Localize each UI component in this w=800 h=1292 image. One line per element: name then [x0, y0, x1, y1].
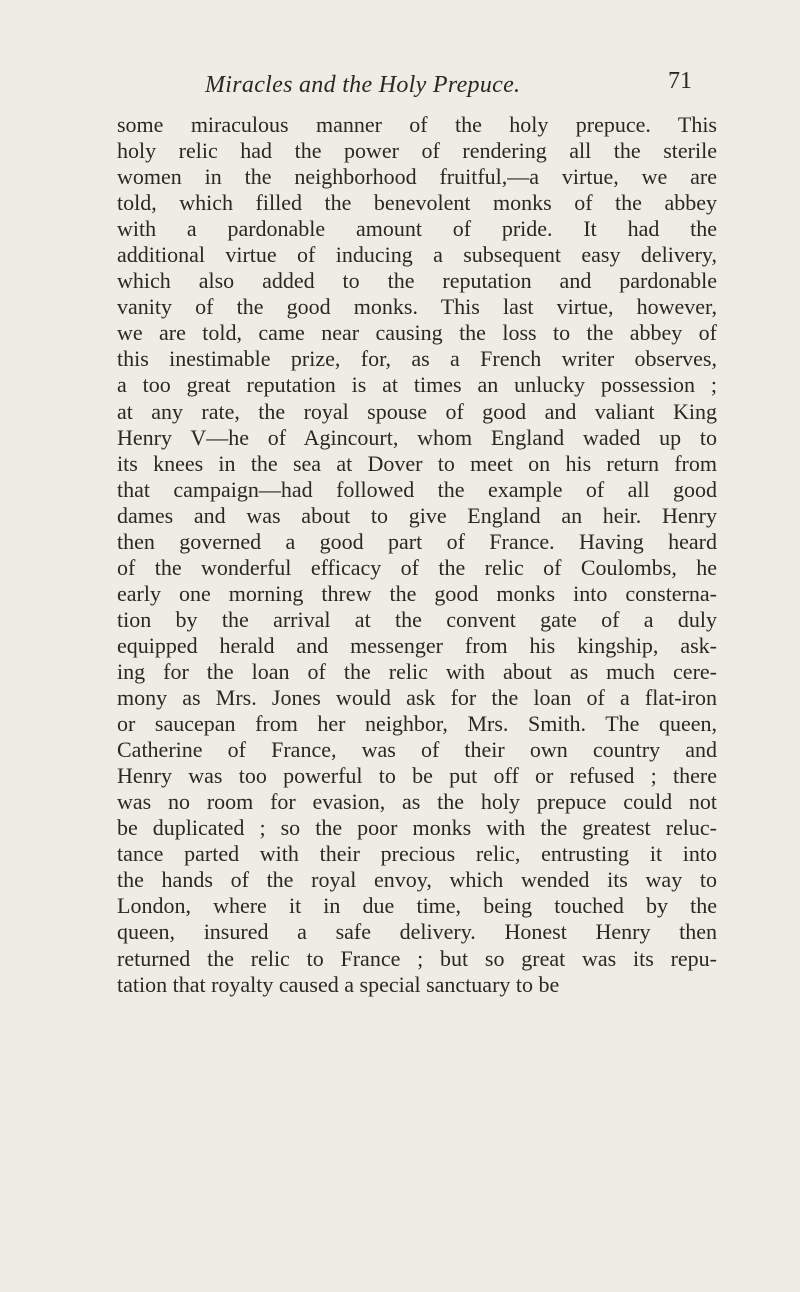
text-line: dames and was about to give England an heir. Henry [117, 502, 717, 528]
text-line: Henry was too powerful to be put off or refused ; there [117, 763, 717, 789]
text-line: additional virtue of inducing a subsequent easy delivery, [117, 242, 717, 268]
running-title: Miracles and the Holy Prepuce. [205, 72, 521, 98]
text-line: returned the relic to France ; but so great was its repu- [117, 945, 717, 971]
text-line: tion by the arrival at the convent gate of a duly [117, 606, 717, 632]
text-line: or saucepan from her neighbor, Mrs. Smith. The queen, [117, 711, 717, 737]
text-line: the hands of the royal envoy, which wended its way to [117, 867, 717, 893]
text-line: some miraculous manner of the holy prepuce. This [117, 112, 717, 137]
text-line: tation that royalty caused a special sanctuary to be [117, 971, 560, 997]
text-line: was no room for evasion, as the holy prepuce could not [117, 789, 717, 815]
text-line: we are told, came near causing the loss to the abbey of [117, 320, 717, 346]
text-line: Catherine of France, was of their own country and [117, 737, 717, 763]
text-line: ing for the loan of the relic with about as much cere- [117, 658, 717, 684]
text-line: this inestimable prize, for, as a French writer observes, [117, 346, 717, 372]
text-line: equipped herald and messenger from his kingship, ask- [117, 632, 717, 658]
text-line: London, where it in due time, being touched by the [117, 893, 717, 919]
text-line: early one morning threw the good monks into consterna- [117, 580, 717, 606]
text-line: queen, insured a safe delivery. Honest Henry then [117, 919, 717, 945]
text-line: that campaign—had followed the example of all good [117, 476, 717, 502]
page-number: 71 [668, 68, 692, 94]
text-line: holy relic had the power of rendering all the sterile [117, 138, 717, 164]
text-line: at any rate, the royal spouse of good and valiant King [117, 398, 717, 424]
text-line: Henry V—he of Agincourt, whom England waded up to [117, 424, 717, 450]
text-line: tance parted with their precious relic, entrusting it into [117, 841, 717, 867]
text-line: with a pardonable amount of pride. It had the [117, 216, 717, 242]
text-line: of the wonderful efficacy of the relic of Coulombs, he [117, 554, 717, 580]
text-line: women in the neighborhood fruitful,—a virtue, we are [117, 164, 717, 190]
text-line: which also added to the reputation and pardonable [117, 268, 717, 294]
text-line: mony as Mrs. Jones would ask for the loan of a flat-iron [117, 685, 717, 711]
text-line: be duplicated ; so the poor monks with the greatest reluc- [117, 815, 717, 841]
text-line: told, which filled the benevolent monks of the abbey [117, 190, 717, 216]
text-line: vanity of the good monks. This last virtue, however, [117, 294, 717, 320]
text-line: then governed a good part of France. Having heard [117, 528, 717, 554]
body-text [117, 112, 717, 998]
text-line: a too great reputation is at times an unlucky possession ; [117, 372, 717, 398]
text-line: its knees in the sea at Dover to meet on his return from [117, 450, 717, 476]
